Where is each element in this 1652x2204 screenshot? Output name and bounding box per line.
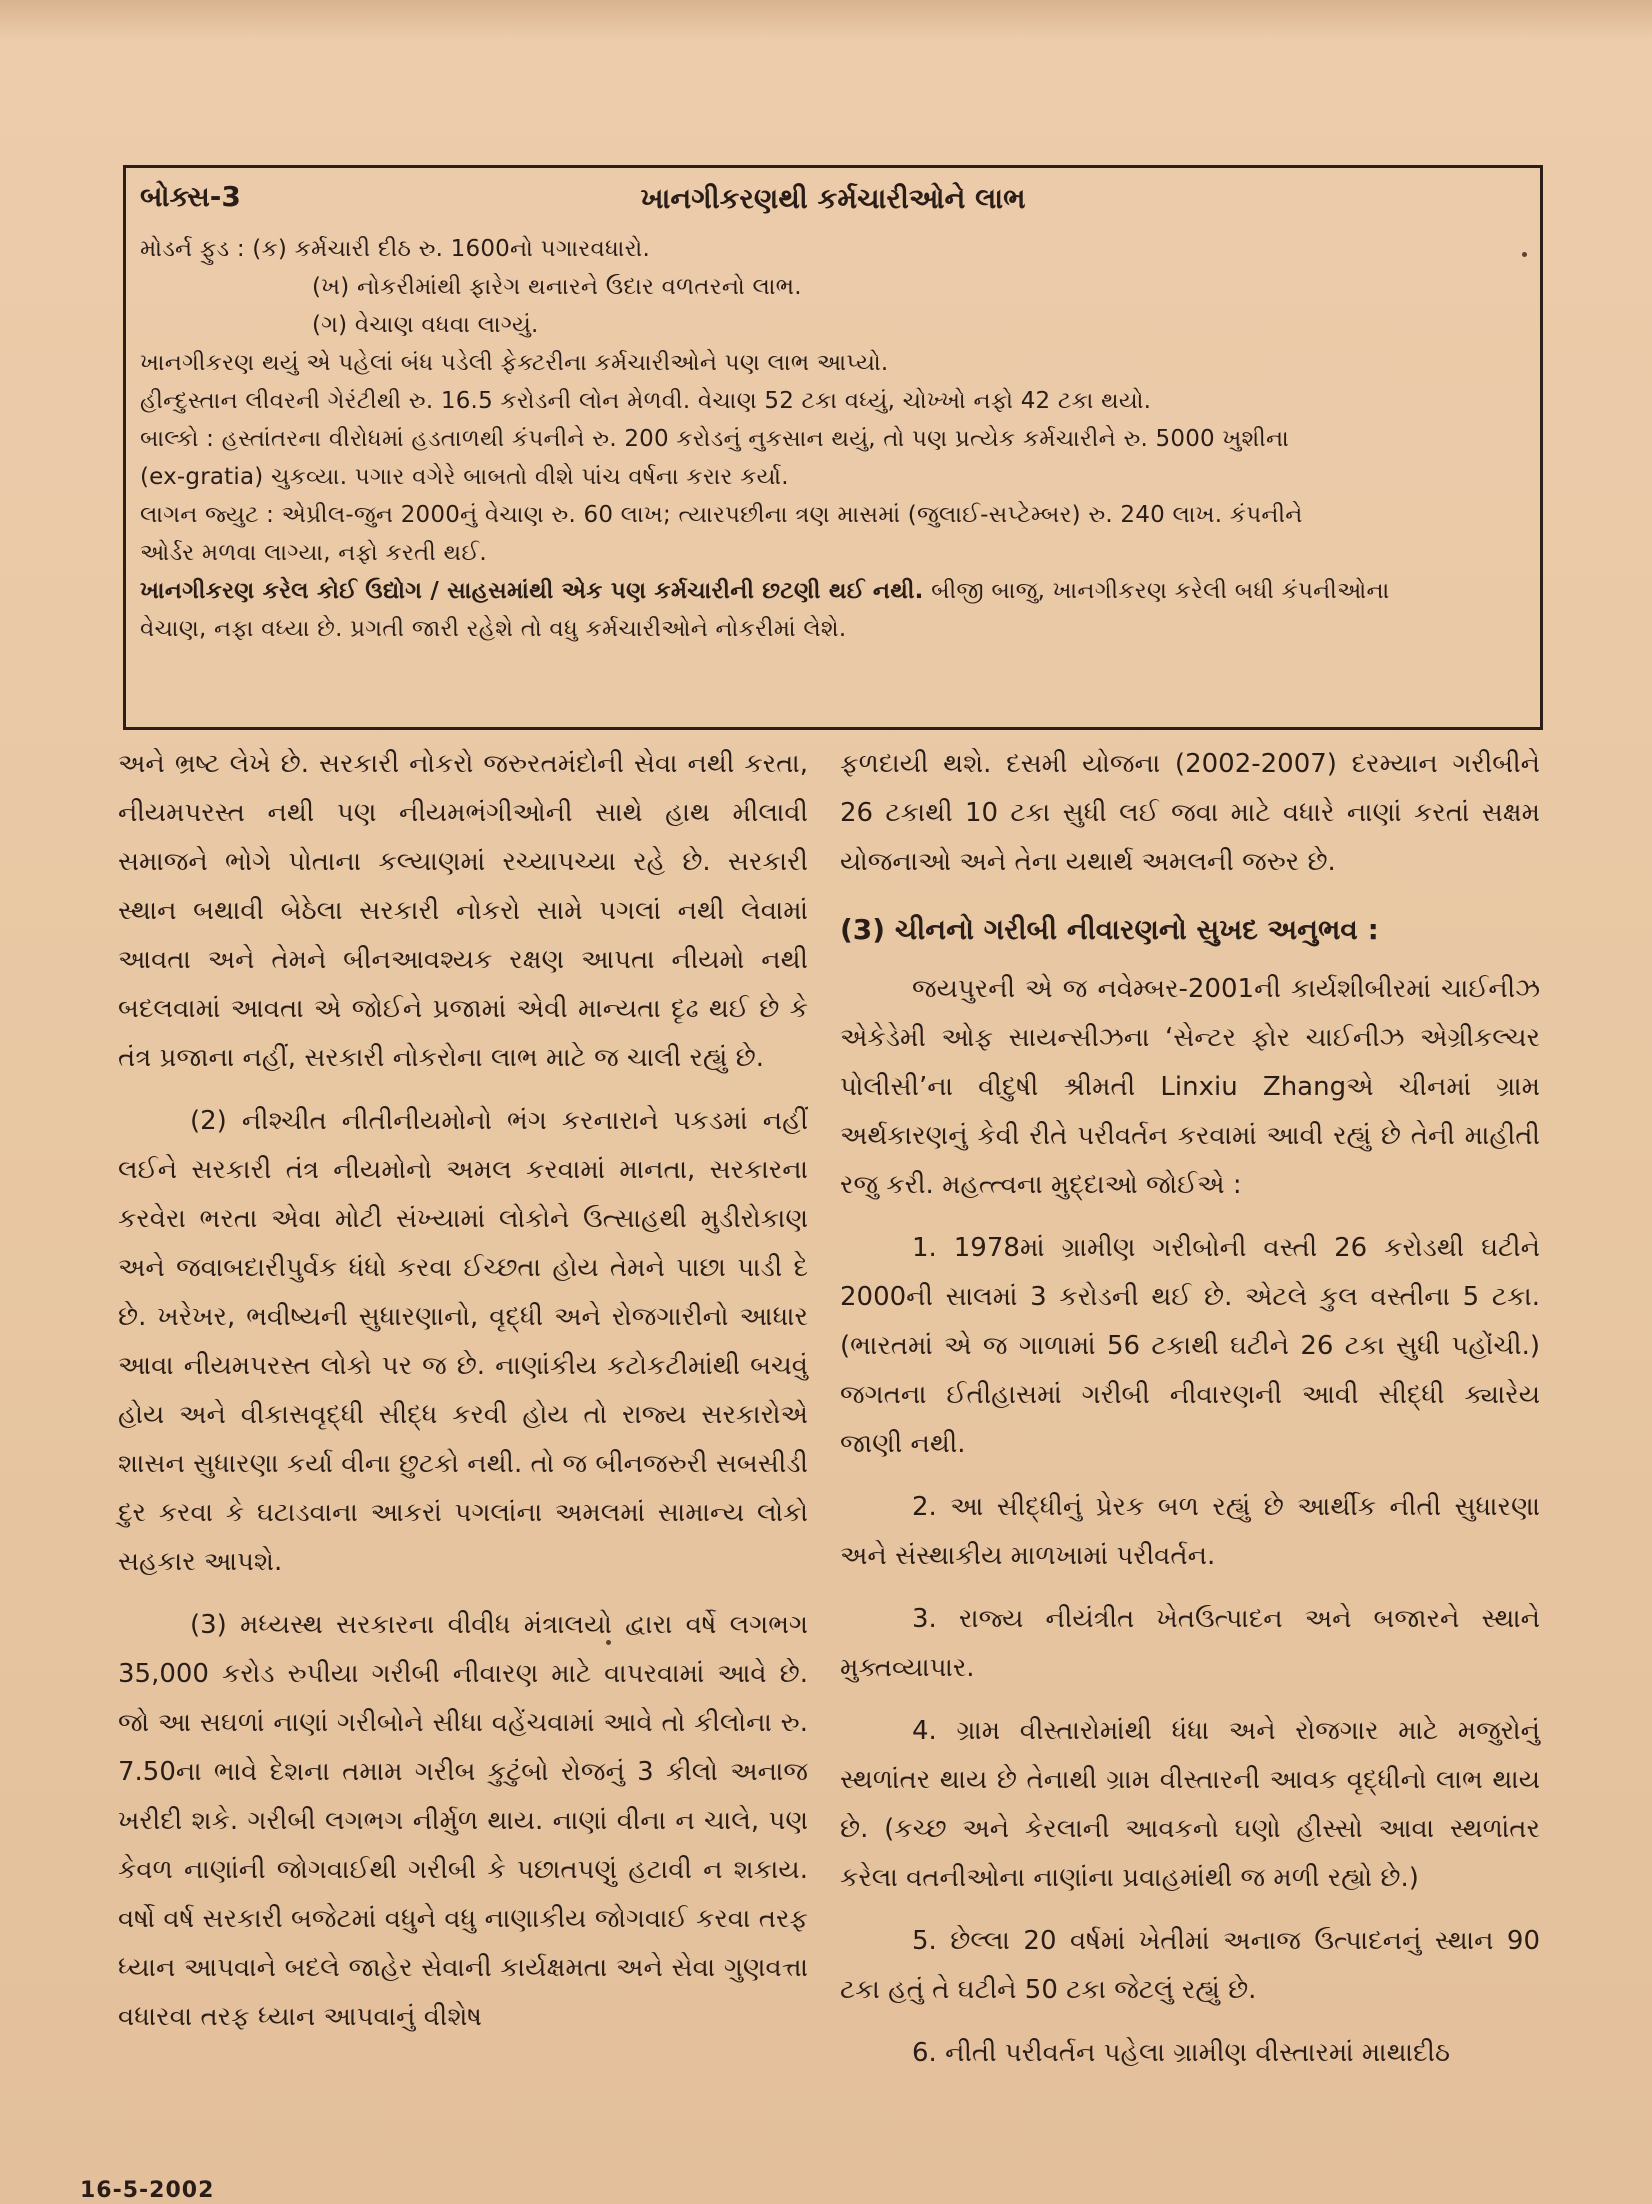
info-box-title: ખાનગીકરણથી કર્મચારીઓને લાભ bbox=[640, 182, 1026, 215]
box-line-conclusion-1 bbox=[140, 572, 1526, 610]
box-line-closed-factory: ખાનગીકરણ થયું એ પહેલાં બંધ પડેલી ફેક્ટરીના કર્મચારીઓને પણ લાભ આપ્યો. bbox=[140, 350, 889, 376]
point-2: 2. આ સીદ્ધીનું પ્રેરક બળ રહ્યું છે આર્થીક નીતી સુધારણા અને સંસ્થાકીય માળખામાં પરીવર્તન. bbox=[840, 1492, 1540, 1571]
footer-date: 16-5-2002 bbox=[80, 2178, 215, 2203]
box-line-hindustan-lever: હીન્દુસ્તાન લીવરની ગેરંટીથી રુ. 16.5 કરોડની લોન મેળવી. વેચાણ 52 ટકા વધ્યું, ચોખ્ખો નફો 42 ટકા થયો. bbox=[140, 388, 1152, 414]
box-conclusion-bold: ખાનગીકરણ કરેલ કોઈ ઉદ્યોગ / સાહસમાંથી એક પણ કર્મચારીની છટણી થઈ નથી. bbox=[140, 578, 924, 604]
right-column bbox=[840, 740, 1540, 2078]
point-5: 5. છેલ્લા 20 વર્ષમાં ખેતીમાં અનાજ ઉત્પાદનનું સ્થાન 90 ટકા હતું તે ઘટીને 50 ટકા જેટલું રહ્યું છે. bbox=[840, 1926, 1540, 2005]
box-line-lagan-jute-1: લાગન જ્યુટ : એપ્રીલ-જુન 2000નું વેચાણ રુ. 60 લાખ; ત્યારપછીના ત્રણ માસમાં (જુલાઈ-સપ્ટેમ્બર) રુ. 240 લાખ. કંપનીને bbox=[140, 502, 1303, 528]
page-edge-shadow bbox=[0, 0, 1652, 40]
point-6: 6. નીતી પરીવર્તન પહેલા ગ્રામીણ વીસ્તારમાં માથાદીઠ bbox=[912, 2038, 1451, 2068]
box-line-lagan-jute-2: ઓર્ડર મળવા લાગ્યા, નફો કરતી થઈ. bbox=[140, 540, 487, 566]
left-paragraph-2: (2) નીશ્ચીત નીતીનીયમોનો ભંગ કરનારાને પકડમાં નહીં લઈને સરકારી તંત્ર નીયમોનો અમલ કરવામાં માનતા, સરકારના કરવેરા ભરતા એવા મોટી સંખ્યામાં લોકોને ઉત્સાહથી મુડીરોકાણ અને જવાબદારીપુર્વક ધંધો કરવા ઈચ્છતા હોય તેમને પાછા પાડી દે છે. ખરેખર, ભવીષ્યની સુધારણાનો, વૃદ્ધી અને રોજગારીનો આધાર આવા નીયમપરસ્ત લોકો પર જ છે. નાણાંકીય કટોકટીમાંથી બચવું હોય અને વીકાસવૃદ્ધી સીદ્ધ કરવી હોય તો રાજ્ય સરકારોએ શાસન સુધારણા કર્યા વીના છુટકો નથી. તો જ બીનજરુરી સબસીડી દુર કરવા કે ઘટાડવાના આકરાં પગલાંના અમલમાં સામાન્ય લોકો સહકાર આપશે. bbox=[118, 1106, 808, 1577]
box-line-conclusion-2: વેચાણ, નફા વધ્યા છે. પ્રગતી જારી રહેશે તો વધુ કર્મચારીઓને નોકરીમાં લેશે. bbox=[140, 616, 847, 642]
right-paragraph-2: જયપુરની એ જ નવેમ્બર-2001ની કાર્યશીબીરમાં ચાઈનીઝ એકેડેમી ઓફ સાયન્સીઝના ‘સેન્ટર ફોર ચાઈનીઝ એગ્રીકલ્ચર પોલીસી’ના વીદુષી શ્રીમતી Linxiu Zhangએ ચીનમાં ગ્રામ અર્થકારણનું કેવી રીતે પરીવર્તન કરવામાં આવી રહ્યું છે તેની માહીતી રજુ કરી. મહત્ત્વના મુદ્દાઓ જોઈએ : bbox=[840, 974, 1540, 1200]
point-1: 1. 1978માં ગ્રામીણ ગરીબોની વસ્તી 26 કરોડથી ઘટીને 2000ની સાલમાં 3 કરોડની થઈ છે. એટલે કુલ વસ્તીના 5 ટકા. (ભારતમાં એ જ ગાળામાં 56 ટકાથી ઘટીને 26 ટકા સુધી પહોંચી.) જગતના ઈતીહાસમાં ગરીબી નીવારણની આવી સીદ્ધી ક્યારેય જાણી નથી. bbox=[840, 1233, 1540, 1459]
box-conclusion-rest: બીજી બાજુ, ખાનગીકરણ કરેલી બધી કંપનીઓના bbox=[923, 578, 1390, 604]
info-box bbox=[123, 165, 1543, 730]
left-column bbox=[118, 740, 808, 2042]
box-line-balco-2: (ex-gratia) ચુકવ્યા. પગાર વગેરે બાબતો વીશે પાંચ વર્ષના કરાર કર્યા. bbox=[140, 464, 789, 490]
box-line-sales: (ગ) વેચાણ વધવા લાગ્યું. bbox=[312, 312, 539, 338]
ink-speck bbox=[1522, 252, 1527, 257]
point-4: 4. ગ્રામ વીસ્તારોમાંથી ધંધા અને રોજગાર માટે મજુરોનું સ્થળાંતર થાય છે તેનાથી ગ્રામ વીસ્તારની આવક વૃદ્ધીનો લાભ થાય છે. (કચ્છ અને કેરલાની આવકનો ઘણો હીસ્સો આવા સ્થળાંતર કરેલા વતનીઓના નાણાંના પ્રવાહમાંથી જ મળી રહ્યો છે.) bbox=[840, 1716, 1540, 1893]
right-paragraph-1: ફળદાયી થશે. દસમી યોજના (2002-2007) દરમ્યાન ગરીબીને 26 ટકાથી 10 ટકા સુધી લઈ જવા માટે વધારે નાણાં કરતાં સક્ષમ યોજનાઓ અને તેના યથાર્થ અમલની જરુર છે. bbox=[840, 749, 1540, 877]
box-line-balco-1: બાલ્કો : હસ્તાંતરના વીરોધમાં હડતાળથી કંપનીને રુ. 200 કરોડનું નુકસાન થયું, તો પણ પ્રત્યેક કર્મચારીને રુ. 5000 ખુશીના bbox=[140, 426, 1289, 452]
left-paragraph-3: (3) મધ્યસ્થ સરકારના વીવીધ મંત્રાલયો દ્વારા વર્ષે લગભગ 35,000 કરોડ રુપીયા ગરીબી નીવારણ માટે વાપરવામાં આવે છે. જો આ સઘળાં નાણાં ગરીબોને સીધા વહેંચવામાં આવે તો કીલોના રુ. 7.50ના ભાવે દેશના તમામ ગરીબ કુટુંબો રોજનું 3 કીલો અનાજ ખરીદી શકે. ગરીબી લગભગ નીર્મુળ થાય. નાણાં વીના ન ચાલે, પણ કેવળ નાણાંની જોગવાઈથી ગરીબી કે પછાતપણું હટાવી ન શકાય. વર્ષો વર્ષ સરકારી બજેટમાં વધુને વધુ નાણાકીય જોગવાઈ કરવા તરફ ધ્યાન આપવાને બદલે જાહેર સેવાની કાર્યક્ષમતા અને સેવા ગુણવત્તા વધારવા તરફ ધ્યાન આપવાનું વીશેષ bbox=[118, 1610, 808, 2032]
left-paragraph-1: અને ભ્રષ્ટ લેખે છે. સરકારી નોકરો જરુરતમંદોની સેવા નથી કરતા, નીયમપરસ્ત નથી પણ નીયમભંગીઓની સાથે હાથ મીલાવી સમાજને ભોગે પોતાના કલ્યાણમાં રચ્યાપચ્યા રહે છે. સરકારી સ્થાન બથાવી બેઠેલા સરકારી નોકરો સામે પગલાં નથી લેવામાં આવતા અને તેમને બીનઆવશ્યક રક્ષણ આપતા નીયમો નથી બદલવામાં આવતા એ જોઈને પ્રજામાં એવી માન્યતા દૃઢ થઈ છે કે તંત્ર પ્રજાના નહીં, સરકારી નોકરોના લાભ માટે જ ચાલી રહ્યું છે. bbox=[118, 749, 808, 1073]
ink-speck bbox=[606, 1640, 611, 1645]
box-line-compensation: (ખ) નોકરીમાંથી ફારેગ થનારને ઉદાર વળતરનો લાભ. bbox=[312, 274, 802, 300]
section-heading-china: (3) ચીનનો ગરીબી નીવારણનો સુખદ અનુભવ : bbox=[840, 913, 1379, 946]
point-3: 3. રાજ્ય નીયંત્રીત ખેતઉત્પાદન અને બજારને સ્થાને મુક્તવ્યાપાર. bbox=[840, 1604, 1540, 1683]
info-box-header bbox=[140, 180, 1526, 230]
info-box-label: બોક્સ-3 bbox=[140, 180, 241, 213]
box-line-modern-food: મોડર્ન ફુડ : (ક) કર્મચારી દીઠ રુ. 1600નો પગારવધારો. bbox=[140, 236, 650, 262]
